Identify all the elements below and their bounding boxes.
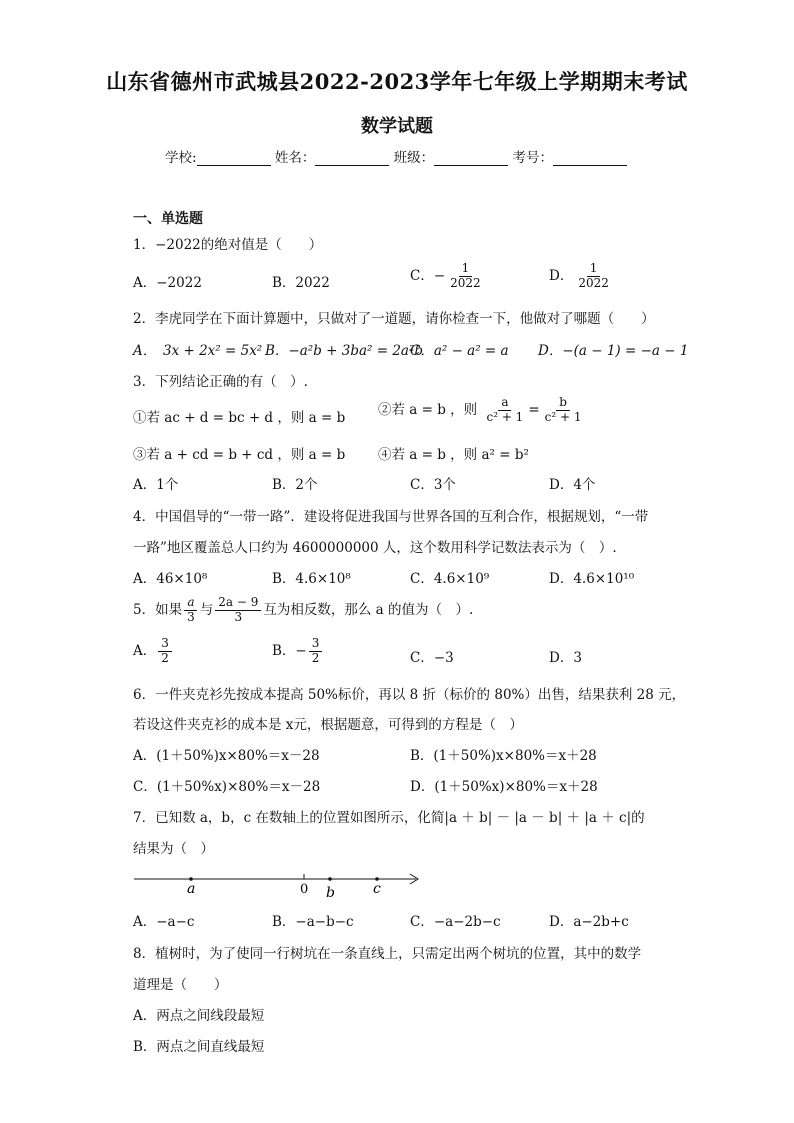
q3-option-c: C．3个 bbox=[410, 477, 456, 493]
q1-d-fraction: $\frac{1}{2022}$ bbox=[578, 261, 609, 290]
q5-a-prefix: A． bbox=[133, 642, 157, 659]
q2-option-c: C．a² − a² = a bbox=[410, 343, 509, 359]
q3-s2-prefix: ②若 a = b ，则 bbox=[378, 401, 478, 418]
q5-stem bbox=[133, 596, 473, 625]
q7-option-a: A．−a−c bbox=[133, 914, 195, 930]
label-b: b bbox=[326, 885, 335, 901]
q4-option-b: B．4.6×10⁸ bbox=[272, 571, 351, 587]
label-c: c bbox=[373, 881, 381, 897]
school-blank[interactable] bbox=[197, 151, 271, 166]
q6-line-1: 6．一件夹克衫先按成本提高 50%标价，再以 8 折（标价的 80%）出售，结果获利 28 元， bbox=[133, 687, 686, 703]
q5-mid: 与 bbox=[199, 601, 214, 618]
page-subtitle: 数学试题 bbox=[361, 116, 433, 137]
q8-line-2: 道理是（ ） bbox=[133, 977, 228, 993]
q4-line-1: 4．中国倡导的“一带一路”．建设将促进我国与世界各国的互利合作，根据规划，“一带 bbox=[133, 509, 649, 525]
q1-option-c-prefix: C．− bbox=[410, 267, 446, 284]
q7-line-1: 7．已知数 a，b，c 在数轴上的位置如图所示，化简|a ＋ b| － |a － b| ＋ |a ＋ c|的 bbox=[133, 810, 645, 826]
q5-option-b bbox=[272, 637, 324, 666]
label-zero: 0 bbox=[300, 882, 309, 897]
q7-option-d: D．a−2b+c bbox=[549, 914, 629, 930]
q1-option-d-prefix: D． bbox=[549, 267, 574, 284]
q4-option-a: A．46×10⁸ bbox=[133, 571, 208, 587]
q7-option-b: B．−a−b−c bbox=[272, 914, 354, 930]
q2-option-d: D．−(a − 1) = −a − 1 bbox=[538, 343, 689, 359]
page-title: 山东省德州市武城县2022-2023学年七年级上学期期末考试 bbox=[106, 69, 688, 94]
class-blank[interactable] bbox=[434, 151, 508, 166]
label-a: a bbox=[187, 881, 196, 897]
exam-number-label: 考号： bbox=[512, 150, 553, 166]
q7-line-2: 结果为（ ） bbox=[133, 841, 214, 857]
q3-s2-right-fraction: $\frac{b}{\text{c² + 1}}$ bbox=[544, 395, 582, 424]
q3-statement-3: ③若 a + cd = b + cd ，则 a = b bbox=[133, 447, 346, 463]
q5-b-prefix: B．− bbox=[272, 642, 307, 659]
q8-option-b: B．两点之间直线最短 bbox=[133, 1039, 265, 1055]
q5-fraction-2: $\frac{2a - 9}{3}$ bbox=[215, 596, 261, 625]
q6-option-d: D．(1＋50%x)×80%＝x＋28 bbox=[410, 779, 598, 795]
q5-fraction-1: $\frac{a}{3}$ bbox=[184, 596, 198, 625]
q8-option-a: A．两点之间线段最短 bbox=[133, 1008, 265, 1024]
q4-option-d: D．4.6×10¹⁰ bbox=[549, 571, 635, 587]
name-label: 姓名： bbox=[274, 150, 316, 166]
q3-s2-equals: = bbox=[528, 401, 540, 418]
q6-option-b: B．(1＋50%)x×80%＝x＋28 bbox=[410, 748, 597, 764]
q5-option-c: C．−3 bbox=[410, 650, 454, 666]
q2-option-a: A． 3x + 2x² = 5x² bbox=[133, 343, 263, 359]
q5-b-fraction: $\frac{3}{2}$ bbox=[309, 637, 323, 666]
q3-statement-2 bbox=[378, 396, 587, 425]
exam-number-blank[interactable] bbox=[553, 151, 627, 166]
number-line bbox=[130, 866, 430, 902]
q1-c-fraction: $\frac{1}{2022}$ bbox=[450, 261, 481, 290]
q6-option-a: A．(1＋50%)x×80%＝x－28 bbox=[133, 748, 320, 764]
q3-statement-4: ④若 a = b ，则 a² = b² bbox=[378, 447, 529, 463]
q3-option-b: B．2个 bbox=[272, 477, 318, 493]
q1-stem: 1．−2022的绝对值是（ ） bbox=[133, 237, 323, 253]
q3-option-d: D．4个 bbox=[549, 477, 596, 493]
student-info-row bbox=[165, 146, 627, 166]
class-label: 班级： bbox=[393, 150, 435, 166]
q6-option-c: C．(1＋50%x)×80%＝x－28 bbox=[133, 779, 321, 795]
q5-option-d: D．3 bbox=[549, 650, 582, 666]
q2-option-b: B．−a²b + 3ba² = 2a²b bbox=[265, 343, 424, 359]
q1-option-b: B．2022 bbox=[272, 275, 330, 291]
school-label: 学校: bbox=[165, 150, 197, 166]
q3-s2-left-fraction: $\frac{a}{\text{c² + 1}}$ bbox=[486, 395, 524, 424]
name-blank[interactable] bbox=[315, 151, 389, 166]
q1-option-d bbox=[549, 262, 614, 291]
q1-option-a: A．−2022 bbox=[133, 275, 202, 291]
q5-prefix: 5．如果 bbox=[133, 601, 183, 618]
point-b bbox=[328, 877, 332, 881]
q4-option-c: C．4.6×10⁹ bbox=[410, 571, 490, 587]
q4-line-2: 一路”地区覆盖总人口约为 4600000000 人，这个数用科学记数法表示为（ ）. bbox=[133, 540, 617, 556]
q3-stem: 3．下列结论正确的有（ ）. bbox=[133, 374, 308, 390]
q1-option-c bbox=[410, 262, 486, 291]
q6-line-2: 若设这件夹克衫的成本是 x元，根据题意，可得到的方程是（ ） bbox=[133, 717, 523, 733]
section-heading: 一、单选题 bbox=[133, 211, 203, 227]
q5-a-fraction: $\frac{3}{2}$ bbox=[158, 637, 172, 666]
q5-option-a bbox=[133, 637, 174, 666]
q7-option-c: C．−a−2b−c bbox=[410, 914, 501, 930]
q5-suffix: 互为相反数，那么 a 的值为（ ）. bbox=[263, 601, 474, 618]
q2-stem: 2．李虎同学在下面计算题中，只做对了一道题，请你检查一下，他做对了哪题（ ） bbox=[133, 311, 655, 327]
q3-option-a: A．1个 bbox=[133, 477, 179, 493]
q3-statement-1: ①若 ac + d = bc + d ，则 a = b bbox=[133, 410, 346, 426]
q8-line-1: 8．植树时，为了使同一行树坑在一条直线上，只需定出两个树坑的位置，其中的数学 bbox=[133, 946, 642, 962]
